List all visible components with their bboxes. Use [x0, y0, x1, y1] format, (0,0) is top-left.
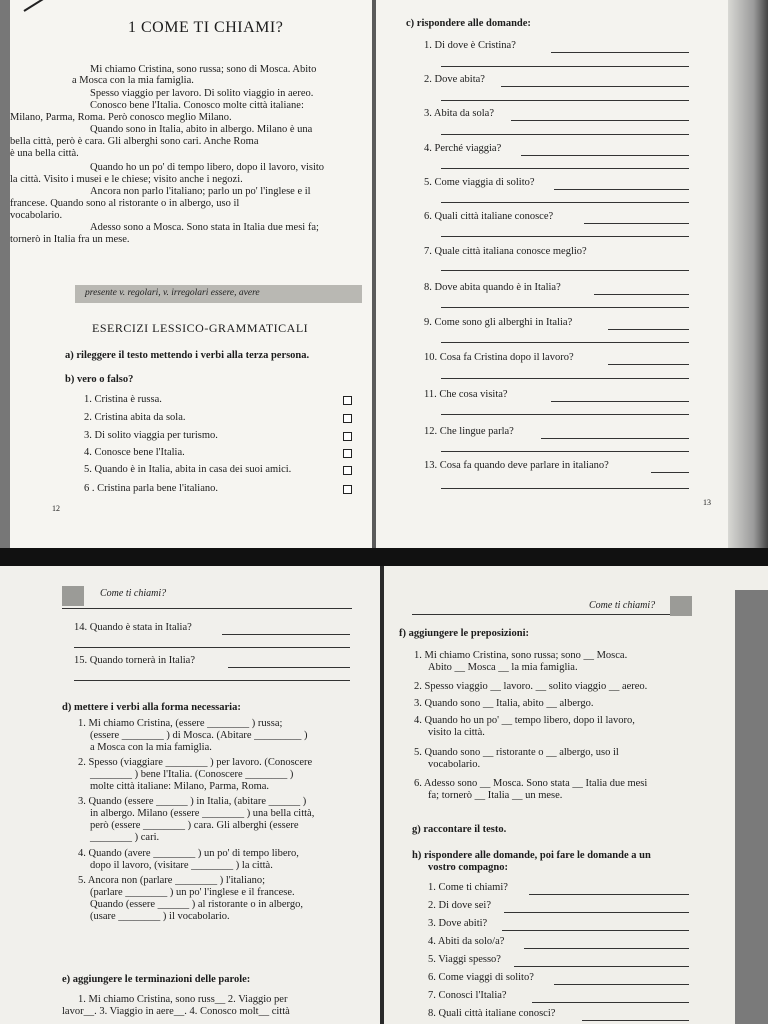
text-line: tornerò in Italia fra un mese. [10, 234, 130, 245]
answer-line[interactable] [441, 378, 689, 379]
question: 1. Di dove è Cristina? [424, 40, 516, 51]
question: 9. Come sono gli alberghi in Italia? [424, 317, 573, 328]
exercise-d: d) mettere i verbi alla forma necessaria: [62, 702, 241, 713]
text-line: Ancora non parlo l'italiano; parlo un po' l'inglese e il [90, 186, 311, 197]
answer-line[interactable] [608, 329, 689, 330]
question: 1. Come ti chiami? [428, 882, 508, 893]
answer-line[interactable] [74, 647, 350, 648]
question: 7. Conosci l'Italia? [428, 990, 507, 1001]
answer-line[interactable] [608, 364, 689, 365]
answer-line[interactable] [504, 912, 689, 913]
exercise-line: vocabolario. [428, 759, 481, 770]
answer-line[interactable] [441, 66, 689, 67]
answer-line[interactable] [532, 1002, 689, 1003]
exercise-line: visito la città. [428, 727, 485, 738]
section-heading: ESERCIZI LESSICO-GRAMMATICALI [92, 321, 309, 335]
scan-edge-shadow [754, 0, 768, 548]
exercise-line: 1. Mi chiamo Cristina, sono russa; sono __ Mosca. [414, 650, 628, 661]
text-line: Adesso sono a Mosca. Sono stata in Italia due mesi fa; [90, 222, 319, 233]
page-12 [10, 0, 372, 548]
tf-item: 6 . Cristina parla bene l'italiano. [84, 483, 218, 494]
tf-checkbox[interactable] [343, 432, 352, 441]
tf-checkbox[interactable] [343, 449, 352, 458]
exercise-line: 4. Quando ho un po' __ tempo libero, dopo il lavoro, [414, 715, 635, 726]
answer-line[interactable] [582, 1020, 689, 1021]
text-line: bella città, però è cara. Gli alberghi sono cari. Anche Roma [10, 136, 259, 147]
text-line: Mi chiamo Cristina, sono russa; sono di Mosca. Abito [90, 64, 317, 75]
question: 8. Quali città italiane conosci? [428, 1008, 556, 1019]
question: 6. Come viaggi di solito? [428, 972, 534, 983]
exercise-line: 2. Spesso (viaggiare ________ ) per lavoro. (Conoscere [78, 757, 313, 768]
text-line: a Mosca con la mia famiglia. [72, 75, 194, 86]
answer-line[interactable] [441, 270, 689, 271]
page-14 [0, 566, 380, 1024]
answer-line[interactable] [551, 401, 689, 402]
exercise-line: molte città italiane: Milano, Parma, Roma. [90, 781, 270, 792]
scan-edge-lower-right [735, 590, 768, 1024]
answer-line[interactable] [529, 894, 689, 895]
exercise-line: fa; tornerò __ Italia __ un mese. [428, 790, 563, 801]
tf-checkbox[interactable] [343, 485, 352, 494]
running-head: Come ti chiami? [100, 588, 167, 599]
chapter-number-box [670, 596, 692, 616]
text-line: Quando ho un po' di tempo libero, dopo il lavoro, visito [90, 162, 325, 173]
text-line: Spesso viaggio per lavoro. Di solito viaggio in aereo. [90, 88, 314, 99]
answer-line[interactable] [511, 120, 689, 121]
exercise-line: 1. Mi chiamo Cristina, sono russ__ 2. Viaggio per [78, 994, 288, 1005]
answer-line[interactable] [584, 223, 689, 224]
exercise-line: 3. Quando (essere ______ ) in Italia, (abitare ______ ) [78, 796, 307, 807]
exercise-line: però (essere ________ ) cara. Gli alberghi (essere [90, 820, 299, 831]
exercise-line: a Mosca con la mia famiglia. [90, 742, 212, 753]
tf-item: 2. Cristina abita da sola. [84, 412, 186, 423]
answer-line[interactable] [651, 472, 689, 473]
running-head: Come ti chiami? [589, 600, 656, 611]
exercise-line: 5. Quando sono __ ristorante o __ albergo, uso il [414, 747, 619, 758]
text-line: Conosco bene l'Italia. Conosco molte città italiane: [90, 100, 304, 111]
question: 6. Quali città italiane conosce? [424, 211, 554, 222]
header-rule [412, 614, 670, 615]
question: 10. Cosa fa Cristina dopo il lavoro? [424, 352, 574, 363]
answer-line[interactable] [441, 451, 689, 452]
question: 14. Quando è stata in Italia? [74, 622, 192, 633]
exercise-a: a) rileggere il testo mettendo i verbi alla terza persona. [65, 350, 310, 361]
answer-line[interactable] [441, 307, 689, 308]
scan-edge-left [0, 0, 10, 548]
text-line: Milano, Parma, Roma. Però conosco meglio Milano. [10, 112, 232, 123]
exercise-h-cont: vostro compagno: [428, 862, 509, 873]
text-line: è una bella città. [10, 148, 79, 159]
exercise-line: 1. Mi chiamo Cristina, (essere ________ ) russa; [78, 718, 283, 729]
exercise-line: (usare ________ ) il vocabolario. [90, 911, 230, 922]
answer-line[interactable] [441, 488, 689, 489]
question: 7. Quale città italiana conosce meglio? [424, 246, 587, 257]
exercise-line: Quando (essere ______ ) al ristorante o in albergo, [90, 899, 303, 910]
answer-line[interactable] [502, 930, 689, 931]
pen-mark [23, 0, 48, 12]
page-15 [384, 566, 768, 1024]
answer-line[interactable] [554, 984, 689, 985]
question: 2. Di dove sei? [428, 900, 491, 911]
answer-line[interactable] [441, 414, 689, 415]
tf-item: 5. Quando è in Italia, abita in casa dei suoi amici. [84, 464, 292, 475]
exercise-e: e) aggiungere le terminazioni delle parole: [62, 974, 251, 985]
question: 3. Abita da sola? [424, 108, 494, 119]
exercise-line: 4. Quando (avere ________ ) un po' di tempo libero, [78, 848, 299, 859]
answer-line[interactable] [441, 236, 689, 237]
answer-line[interactable] [441, 168, 689, 169]
tf-item: 3. Di solito viaggia per turismo. [84, 430, 218, 441]
exercise-h: h) rispondere alle domande, poi fare le domande a un [412, 850, 651, 861]
exercise-line: in albergo. Milano (essere ________ ) una bella città, [90, 808, 315, 819]
page-number: 12 [52, 504, 60, 513]
answer-line[interactable] [222, 634, 350, 635]
answer-line[interactable] [501, 86, 689, 87]
exercise-line: lavor__. 3. Viaggio in aere__. 4. Conosco molt__ città [62, 1006, 290, 1017]
question: 12. Che lingue parla? [424, 426, 514, 437]
answer-line[interactable] [441, 342, 689, 343]
page-13 [376, 0, 754, 548]
exercise-g: g) raccontare il testo. [412, 824, 507, 835]
exercise-line: dopo il lavoro, (visitare ________ ) la città. [90, 860, 273, 871]
question: 13. Cosa fa quando deve parlare in italiano? [424, 460, 609, 471]
exercise-c: c) rispondere alle domande: [406, 18, 531, 29]
question: 5. Come viaggia di solito? [424, 177, 535, 188]
chapter-number-box [62, 586, 84, 606]
scan-edge-right [728, 0, 754, 548]
question: 3. Dove abiti? [428, 918, 488, 929]
answer-line[interactable] [441, 100, 689, 101]
exercise-line: ________ ) cari. [90, 832, 160, 843]
exercise-line: (parlare ________ ) un po' l'inglese e il francese. [90, 887, 295, 898]
answer-line[interactable] [551, 52, 689, 53]
exercise-line: 5. Ancora non (parlare ________ ) l'italiano; [78, 875, 266, 886]
exercise-line: (essere ________ ) di Mosca. (Abitare _________ ) [90, 730, 308, 741]
question: 4. Abiti da solo/a? [428, 936, 505, 947]
exercise-line: 2. Spesso viaggio __ lavoro. __ solito viaggio __ aereo. [414, 681, 648, 692]
text-line: la città. Visito i musei e le chiese; visito anche i negozi. [10, 174, 243, 185]
question: 5. Viaggi spesso? [428, 954, 501, 965]
exercise-line: 3. Quando sono __ Italia, abito __ albergo. [414, 698, 594, 709]
scan-gap [0, 548, 768, 566]
answer-line[interactable] [441, 134, 689, 135]
question: 8. Dove abita quando è in Italia? [424, 282, 561, 293]
answer-line[interactable] [541, 438, 689, 439]
question: 4. Perché viaggia? [424, 143, 502, 154]
tf-checkbox[interactable] [343, 396, 352, 405]
answer-line[interactable] [514, 966, 689, 967]
grammar-band [75, 285, 362, 303]
text-line: Quando sono in Italia, abito in albergo. Milano è una [90, 124, 313, 135]
text-line: vocabolario. [10, 210, 63, 221]
answer-line[interactable] [554, 189, 689, 190]
exercise-f: f) aggiungere le preposizioni: [399, 628, 529, 639]
exercise-line: ________ ) bene l'Italia. (Conoscere ________ ) [90, 769, 294, 780]
answer-line[interactable] [521, 155, 689, 156]
answer-line[interactable] [594, 294, 689, 295]
exercise-b: b) vero o falso? [65, 374, 134, 385]
tf-checkbox[interactable] [343, 466, 352, 475]
tf-checkbox[interactable] [343, 414, 352, 423]
page-number: 13 [703, 498, 711, 507]
text-line: francese. Quando sono al ristorante o in albergo, uso il [10, 198, 240, 209]
exercise-line: Abito __ Mosca __ la mia famiglia. [428, 662, 578, 673]
grammar-band-text: presente v. regolari, v. irregolari essere, avere [85, 288, 260, 298]
header-rule [62, 608, 352, 609]
answer-line[interactable] [524, 948, 689, 949]
answer-line[interactable] [74, 680, 350, 681]
tf-item: 4. Conosce bene l'Italia. [84, 447, 185, 458]
tf-item: 1. Cristina è russa. [84, 394, 162, 405]
chapter-title: 1 COME TI CHIAMI? [128, 19, 284, 36]
question: 11. Che cosa visita? [424, 389, 508, 400]
question: 15. Quando tornerà in Italia? [74, 655, 195, 666]
answer-line[interactable] [441, 202, 689, 203]
question: 2. Dove abita? [424, 74, 485, 85]
answer-line[interactable] [228, 667, 350, 668]
exercise-line: 6. Adesso sono __ Mosca. Sono stata __ Italia due mesi [414, 778, 648, 789]
